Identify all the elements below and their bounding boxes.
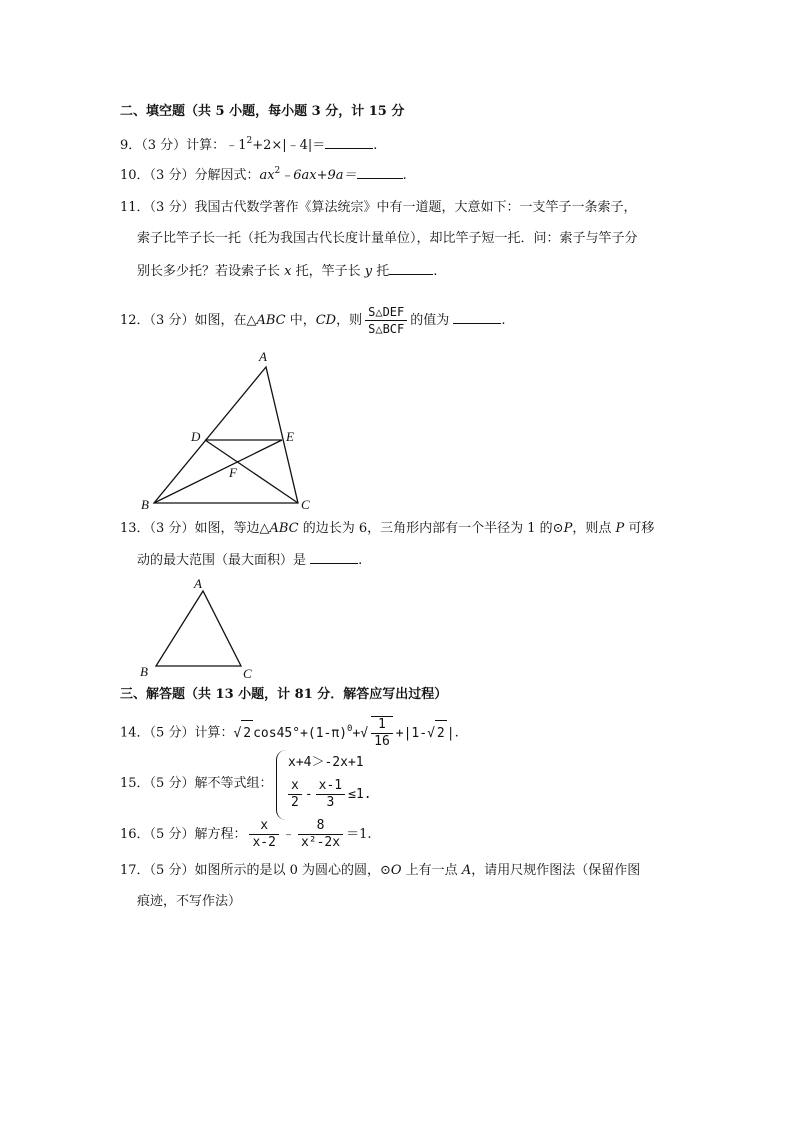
q17-a: A [461,863,472,878]
q13-text-d: 可移 [624,521,655,536]
q11-line-3 [137,262,437,281]
sqrt-sign: √ [233,725,242,741]
q14-frac-num: 1 [371,717,393,734]
q12-answer-blank[interactable] [453,311,501,324]
label-f: F [229,465,237,480]
q16-frac-1 [249,818,278,851]
q14-cos: cos45° [253,725,301,741]
figure-triangle-def [130,345,330,515]
q14-expression [233,717,455,749]
q16-prefix: 16．（5 分）解方程： [120,827,247,842]
label-c: C [301,497,310,512]
q15-frac-1 [288,778,302,811]
question-10 [120,166,407,185]
q15-frac1-num: x [288,778,302,795]
q13-tail: . [358,553,363,568]
sqrt-sign: √ [360,725,369,741]
q17-text-a: 17．（5 分）如图所示的是以 0 为圆心的圆，⊙ [120,863,391,878]
q11-var-x: x [284,264,292,279]
q11-text-b: 托，竿子长 [291,264,365,279]
figure-equilateral-triangle [130,574,270,680]
q14-prefix: 14．（5 分）计算： [120,725,234,741]
question-9 [120,136,377,155]
q12-abc: ABC [256,313,286,328]
q12-mid: 中， [285,313,316,328]
q15-frac1-den: 2 [291,795,299,810]
q10-expr: ﹣6ax+9a＝ [280,168,357,183]
label-b: B [140,664,148,679]
section-2-header: 二、填空题（共 5 小题，每小题 3 分，计 15 分 [120,104,405,119]
q13-answer-blank[interactable] [310,551,358,564]
q10-var: ax [259,168,275,183]
q13-line2-text: 动的最大范围（最大面积）是 [137,553,311,568]
label-b: B [141,497,149,512]
q13-p1: P [563,521,573,536]
q14-fraction [371,716,393,750]
q15-frac-2 [316,778,345,811]
q14-exp0: 0 [347,723,353,734]
label-a: A [194,576,202,591]
q9-answer-blank[interactable] [325,136,373,149]
sqrt-sign: √ [427,725,435,741]
q14-plus2: + [352,725,361,741]
q12-prefix: 12．（3 分）如图，在△ [120,313,257,328]
q12-frac-numerator: S△DEF [365,304,407,321]
q15-tail: . [363,787,372,802]
q15-inequality-1: x+4＞-2x+1 [288,755,364,770]
q13-text-b: 的边长为 6，三角形内部有一个半径为 1 的⊙ [298,521,564,536]
label-c: C [243,666,252,680]
q9-expr-a: ﹣1 [225,138,247,153]
q11-text-a: 别长多少托？若设索子长 [137,264,285,279]
q13-text-c: ，则点 [572,521,616,536]
q9-tail: . [373,138,378,153]
q13-p2: P [615,521,625,536]
q13-abc: ABC [269,521,299,536]
q13-line-1 [120,520,654,538]
q17-text-c: ，请用尺规作图法（保留作图 [471,863,641,878]
q11-line-2: 索子比竿子长一托（托为我国古代长度计量单位），却比竿子短一托．问：索子与竿子分 [137,231,638,246]
q12-suffix: 的值为 [410,313,454,328]
q11-var-y: y [364,264,373,279]
q13-line-2 [137,551,362,570]
q10-answer-blank[interactable] [357,166,403,179]
q15-prefix: 15．（5 分）解不等式组： [120,776,273,791]
q11-tail: . [433,264,438,279]
q16-frac1-den: x-2 [252,835,276,850]
q11-text-c: 托 [372,264,390,279]
q17-o: O [390,863,402,878]
question-12 [120,304,506,337]
q14-frac-den: 16 [374,734,390,749]
q12-tail: . [501,313,506,328]
q15-frac2-den: 3 [326,795,335,810]
label-a: A [259,349,267,364]
q10-tail: . [402,168,407,183]
q16-frac-2 [298,818,343,851]
q15-frac2-num: x-1 [316,778,345,795]
label-e: E [286,429,294,444]
q12-cd: CD [315,313,337,328]
q14-sqrt2: 2 [241,720,253,747]
triangle-abc-equilateral [156,591,241,666]
q14-abs-end: | [446,725,455,741]
q11-answer-blank[interactable] [389,262,433,275]
q14-abs: +|1- [395,725,428,741]
triangle-abc [154,367,298,503]
q11-line-1: 11．（3 分）我国古代数学著作《算法统宗》中有一道题，大意如下：一支竿子一条索子， [120,200,637,215]
q17-line-2: 痕迹，不写作法） [137,894,242,909]
q13-text-a: 13．（3 分）如图，等边△ [120,521,270,536]
q9-prefix: 9．（3 分）计算： [120,138,226,153]
q16-eq: ＝1. [346,827,372,842]
q14-plus1: +(1-π) [300,725,348,741]
q17-line-1 [120,862,640,880]
q16-minus: ﹣ [281,827,295,842]
section-3-header: 三、解答题（共 13 小题，计 81 分．解答应写出过程） [120,687,448,702]
question-14 [120,716,459,750]
q10-exponent: 2 [274,166,281,176]
q16-frac2-num: 8 [298,818,343,835]
q14-tail: . [454,725,459,741]
q9-exponent: 2 [246,136,253,146]
q10-prefix: 10．（3 分）分解因式： [120,168,260,183]
question-16 [120,818,372,851]
q9-expr-b: +2×|﹣4|＝ [252,138,326,153]
q12-fraction [365,304,407,337]
q15-le: ≤1 [348,787,364,802]
q15-inequality-2 [288,778,372,811]
q15-minus: - [304,787,313,802]
q16-frac1-num: x [249,818,278,835]
q17-text-b: 上有一点 [401,863,462,878]
label-d: D [191,429,201,444]
q16-frac2-den: x²-2x [300,835,341,850]
q12-then: ，则 [336,313,363,328]
q14-sqrt2b: 2 [435,720,447,747]
q16-equation [246,818,281,850]
q12-frac-denominator: S△BCF [368,322,405,336]
